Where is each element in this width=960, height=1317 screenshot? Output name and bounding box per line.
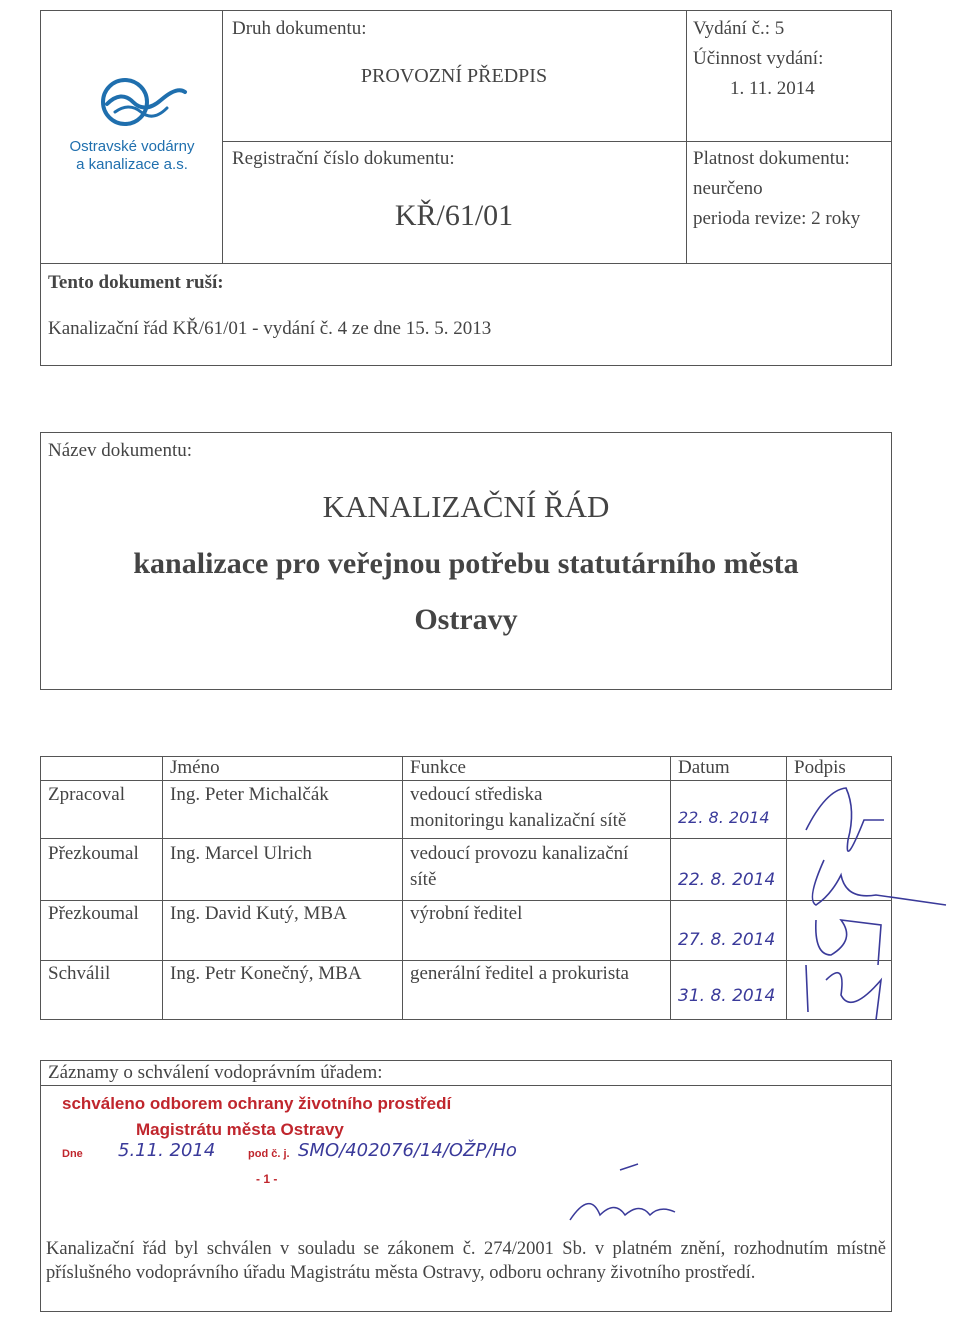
row-divider-3	[40, 960, 892, 961]
table-row-function-cont: sítě	[410, 869, 437, 890]
table-row-date: 27. 8. 2014	[678, 930, 776, 950]
validity-value: neurčeno	[693, 178, 763, 199]
row-divider-header	[40, 780, 892, 781]
table-row-role: Přezkoumal	[48, 843, 139, 864]
col-header-function: Funkce	[410, 757, 466, 778]
table-row-role: Schválil	[48, 963, 111, 984]
header-divider-bottom	[40, 263, 892, 264]
col-divider-3	[670, 756, 671, 1020]
authority-signature	[560, 1160, 680, 1230]
stamp-date: 5.11. 2014	[118, 1140, 216, 1161]
reg-number-value: KŘ/61/01	[394, 199, 514, 232]
table-row-name: Ing. David Kutý, MBA	[170, 903, 347, 924]
stamp-page: - 1 -	[256, 1172, 278, 1186]
table-row-function: výrobní ředitel	[410, 903, 523, 924]
validity-label: Platnost dokumentu:	[693, 148, 850, 169]
table-row-date: 22. 8. 2014	[678, 808, 770, 827]
doc-type-value: PROVOZNÍ PŘEDPIS	[360, 65, 548, 87]
reg-number-label: Registrační číslo dokumentu:	[232, 148, 455, 169]
row-divider-2	[40, 900, 892, 901]
doc-subtitle-line1: kanalizace pro veřejnou potřebu statutárního města	[133, 547, 799, 580]
table-row-date: 22. 8. 2014	[678, 870, 776, 890]
stamp-line2: Magistrátu města Ostravy	[136, 1120, 344, 1139]
doc-title: KANALIZAČNÍ ŘÁD	[322, 489, 610, 524]
company-name-line2: a kanalizace a.s.	[76, 156, 188, 173]
effect-date: 1. 11. 2014	[730, 78, 815, 99]
table-row-function-cont: monitoringu kanalizační sítě	[410, 810, 627, 831]
table-row-function: vedoucí střediska	[410, 784, 543, 805]
doc-type-label: Druh dokumentu:	[232, 18, 367, 39]
table-row-name: Ing. Peter Michalčák	[170, 784, 329, 805]
cancels-label: Tento dokument ruší:	[48, 272, 224, 293]
table-row-function: generální ředitel a prokurista	[410, 963, 629, 984]
stamp-ref: SMO/402076/14/OŽP/Ho	[298, 1140, 517, 1161]
cancels-value: Kanalizační řád KŘ/61/01 - vydání č. 4 ze dne 15. 5. 2013	[48, 318, 492, 339]
ovak-logo-icon	[95, 72, 205, 132]
revision-period: perioda revize: 2 roky	[693, 208, 861, 229]
stamp-dne: Dne	[62, 1148, 83, 1160]
col-header-name: Jméno	[170, 757, 220, 778]
effect-label: Účinnost vydání:	[693, 48, 824, 69]
edition-label: Vydání č.: 5	[693, 18, 785, 39]
table-row-role: Přezkoumal	[48, 903, 139, 924]
col-divider-1	[162, 756, 163, 1020]
col-header-signature: Podpis	[794, 757, 846, 778]
table-row-name: Ing. Marcel Ulrich	[170, 843, 312, 864]
authority-label: Záznamy o schválení vodoprávním úřadem:	[48, 1062, 383, 1083]
stamp-line1: schváleno odborem ochrany životního prostředí	[62, 1094, 452, 1113]
table-row-date: 31. 8. 2014	[678, 986, 776, 1006]
header-divider-mid	[222, 141, 892, 142]
doc-subtitle-line2: Ostravy	[414, 603, 518, 636]
stamp-pod: pod č. j.	[248, 1148, 290, 1160]
table-row-function: vedoucí provozu kanalizační	[410, 843, 629, 864]
row-divider-1	[40, 838, 892, 839]
company-name-line1: Ostravské vodárny	[69, 138, 195, 155]
col-header-date: Datum	[678, 757, 730, 778]
table-row-name: Ing. Petr Konečný, MBA	[170, 963, 362, 984]
authority-statement: Kanalizační řád byl schválen v souladu se zákonem č. 274/2001 Sb. v platném znění, rozhodnutím místně příslušného vodoprávního úřadu Magistrátu města Ostravy, odboru ochrany životního prostředí.	[46, 1239, 886, 1284]
table-row-role: Zpracoval	[48, 784, 126, 805]
col-divider-2	[402, 756, 403, 1020]
doc-name-label: Název dokumentu:	[48, 440, 193, 461]
header-divider-right	[686, 10, 687, 264]
signature-scribbles	[786, 780, 956, 1020]
authority-header-divider	[40, 1085, 892, 1086]
